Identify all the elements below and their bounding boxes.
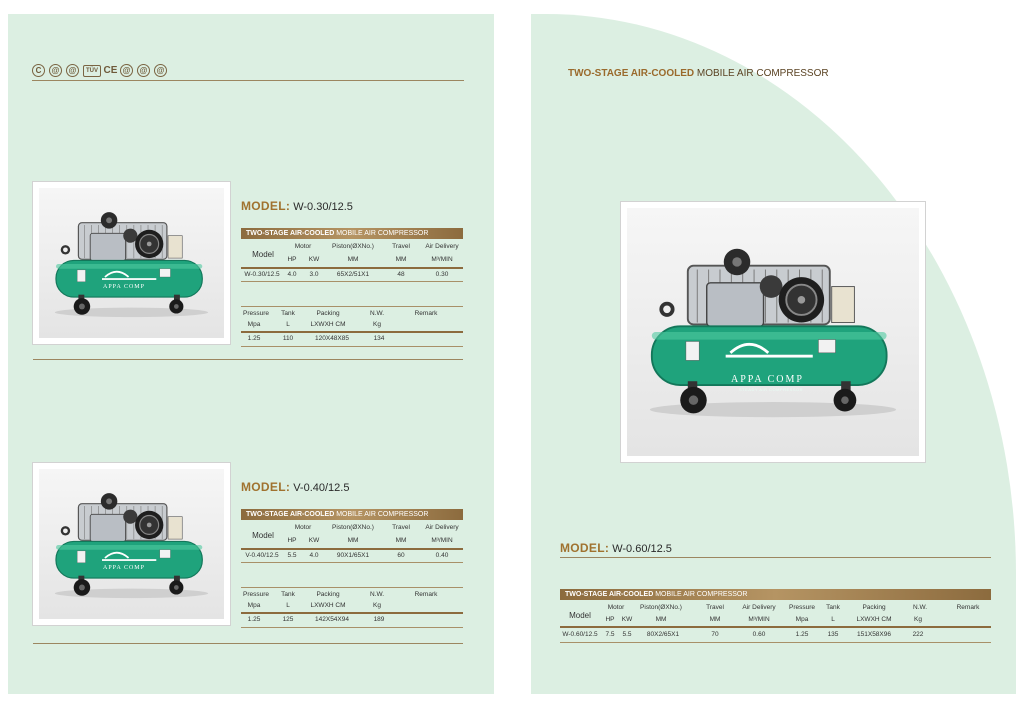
band-rest: MOBILE AIR COMPRESSOR — [653, 591, 748, 598]
unit-pressure: Mpa — [795, 616, 809, 623]
cell-nw: 189 — [373, 616, 385, 623]
col-nw: N.W. — [369, 310, 385, 317]
product-photo-b — [33, 463, 230, 625]
heading-rest: MOBILE AIR COMPRESSOR — [694, 68, 829, 79]
cell-pressure: 1.25 — [247, 616, 261, 623]
model-label: MODEL: — [241, 199, 291, 213]
cert-mark-icon: @ — [49, 64, 62, 77]
tuv-mark-icon: TÜV — [83, 65, 101, 77]
spec-table-b — [241, 521, 463, 629]
cert-mark-icon: @ — [120, 64, 133, 77]
cell-piston: 80X2/65X1 — [646, 631, 680, 638]
col-pressure: Pressure — [242, 591, 270, 598]
col-remark: Remark — [414, 591, 438, 598]
cell-packing: 151X58X96 — [857, 631, 891, 638]
spec-table-c — [560, 601, 991, 645]
band-bold: TWO-STAGE AIR-COOLED — [246, 511, 335, 518]
product-photo-a — [33, 182, 230, 344]
brand-name: APPA COMP — [103, 284, 145, 290]
unit-packing: LXWXH CM — [310, 602, 346, 609]
cell-travel: 70 — [711, 631, 719, 638]
air-compressor-icon — [43, 198, 220, 330]
spec-band-b — [241, 509, 463, 520]
col-model: Model — [252, 250, 274, 259]
cell-model: V-0.40/12.5 — [245, 552, 279, 559]
model-name: W-0.30/12.5 — [293, 201, 353, 213]
unit-packing: LXWXH CM — [856, 616, 892, 623]
cell-tank: 125 — [282, 616, 294, 623]
cell-packing: 142X54X94 — [315, 616, 349, 623]
col-travel: Travel — [392, 243, 410, 250]
unit-hp: HP — [287, 537, 297, 544]
unit-tank: L — [286, 321, 290, 328]
cell-pressure: 1.25 — [247, 335, 261, 342]
col-packing: Packing — [316, 310, 340, 317]
col-piston: Piston(ØXNo.) — [332, 524, 374, 531]
band-rest: MOBILE AIR COMPRESSOR — [334, 230, 429, 237]
unit-kw: KW — [308, 537, 320, 544]
cell-travel: 60 — [397, 552, 405, 559]
col-piston: Piston(ØXNo.) — [332, 243, 374, 250]
cell-tank: 110 — [282, 335, 294, 342]
cell-travel: 48 — [397, 271, 405, 278]
unit-travel: MM — [395, 537, 407, 544]
col-remark: Remark — [414, 310, 438, 317]
col-motor: Motor — [294, 524, 312, 531]
band-bold: TWO-STAGE AIR-COOLED — [246, 230, 335, 237]
col-tank: Tank — [281, 591, 295, 598]
col-travel: Travel — [392, 524, 410, 531]
cell-air: 0.30 — [435, 271, 449, 278]
cell-hp: 7.5 — [605, 631, 615, 638]
unit-nw: Kg — [373, 321, 381, 328]
unit-nw: Kg — [914, 616, 922, 623]
col-packing: Packing — [316, 591, 340, 598]
unit-pressure: Mpa — [247, 321, 261, 328]
unit-pressure: Mpa — [247, 602, 261, 609]
model-label: MODEL: — [241, 480, 291, 494]
air-compressor-icon — [43, 479, 220, 611]
top-rule — [32, 80, 464, 81]
ce-mark-icon: CE — [103, 64, 118, 76]
col-travel: Travel — [706, 604, 724, 611]
col-model: Model — [569, 611, 591, 620]
heading-bold: TWO-STAGE AIR-COOLED — [568, 68, 695, 79]
col-motor: Motor — [607, 604, 625, 611]
col-nw: N.W. — [369, 591, 385, 598]
unit-kw: KW — [308, 256, 320, 263]
model-title-c — [560, 541, 672, 555]
unit-tank: L — [286, 602, 290, 609]
brand-tagline: STEADY AIR COMPRESSOR — [739, 387, 803, 392]
unit-piston: MM — [347, 537, 359, 544]
unit-travel: MM — [395, 256, 407, 263]
cert-mark-icon: @ — [154, 64, 167, 77]
brand-name: APPA COMP — [731, 374, 804, 385]
cert-mark-icon: @ — [137, 64, 150, 77]
spec-band-c — [560, 589, 991, 600]
cell-kw: 5.5 — [622, 631, 632, 638]
band-rest: MOBILE AIR COMPRESSOR — [334, 511, 429, 518]
section-divider — [560, 557, 991, 558]
product-photo-c — [621, 202, 925, 462]
cell-packing: 120X48X85 — [315, 335, 349, 342]
brand-name: APPA COMP — [103, 565, 145, 571]
model-label: MODEL: — [560, 541, 610, 555]
cell-tank: 135 — [827, 631, 839, 638]
cell-nw: 134 — [373, 335, 385, 342]
unit-piston: MM — [347, 256, 359, 263]
air-compressor-icon — [631, 232, 915, 432]
model-title-b — [241, 480, 349, 494]
col-model: Model — [252, 531, 274, 540]
spec-band-a — [241, 228, 463, 239]
col-remark: Remark — [956, 604, 980, 611]
unit-tank: L — [831, 616, 835, 623]
cell-hp: 4.0 — [287, 271, 297, 278]
col-nw: N.W. — [912, 604, 928, 611]
unit-piston: MM — [655, 616, 667, 623]
col-packing: Packing — [862, 604, 886, 611]
spec-table-a — [241, 240, 463, 348]
cell-hp: 5.5 — [287, 552, 297, 559]
col-piston: Piston(ØXNo.) — [640, 604, 682, 611]
unit-travel: MM — [709, 616, 721, 623]
ccc-mark-icon: C — [32, 64, 45, 77]
col-pressure: Pressure — [242, 310, 270, 317]
unit-hp: HP — [605, 616, 615, 623]
unit-air: M³/MIN — [748, 616, 770, 623]
col-motor: Motor — [294, 243, 312, 250]
model-name: V-0.40/12.5 — [293, 482, 350, 494]
col-air: Air Delivery — [425, 243, 459, 250]
cell-model: W-0.60/12.5 — [562, 631, 598, 638]
col-air: Air Delivery — [742, 604, 776, 611]
certification-marks — [32, 64, 167, 77]
band-bold: TWO-STAGE AIR-COOLED — [565, 591, 654, 598]
cell-nw: 222 — [912, 631, 924, 638]
unit-air: M³/MIN — [431, 537, 453, 544]
model-name: W-0.60/12.5 — [612, 543, 672, 555]
right-page-heading — [568, 68, 829, 79]
col-tank: Tank — [826, 604, 840, 611]
unit-air: M³/MIN — [431, 256, 453, 263]
col-air: Air Delivery — [425, 524, 459, 531]
cell-pressure: 1.25 — [795, 631, 809, 638]
model-title-a — [241, 199, 353, 213]
cell-kw: 3.0 — [309, 271, 319, 278]
cell-air: 0.40 — [435, 552, 449, 559]
cell-air: 0.60 — [752, 631, 766, 638]
col-pressure: Pressure — [788, 604, 816, 611]
section-divider — [33, 643, 463, 644]
unit-kw: KW — [621, 616, 633, 623]
col-tank: Tank — [281, 310, 295, 317]
cell-piston: 90X1/65X1 — [336, 552, 370, 559]
unit-packing: LXWXH CM — [310, 321, 346, 328]
cell-model: W-0.30/12.5 — [244, 271, 280, 278]
cell-piston: 65X2/51X1 — [336, 271, 370, 278]
cell-kw: 4.0 — [309, 552, 319, 559]
unit-hp: HP — [287, 256, 297, 263]
section-divider — [33, 359, 463, 360]
unit-nw: Kg — [373, 602, 381, 609]
cert-mark-icon: @ — [66, 64, 79, 77]
